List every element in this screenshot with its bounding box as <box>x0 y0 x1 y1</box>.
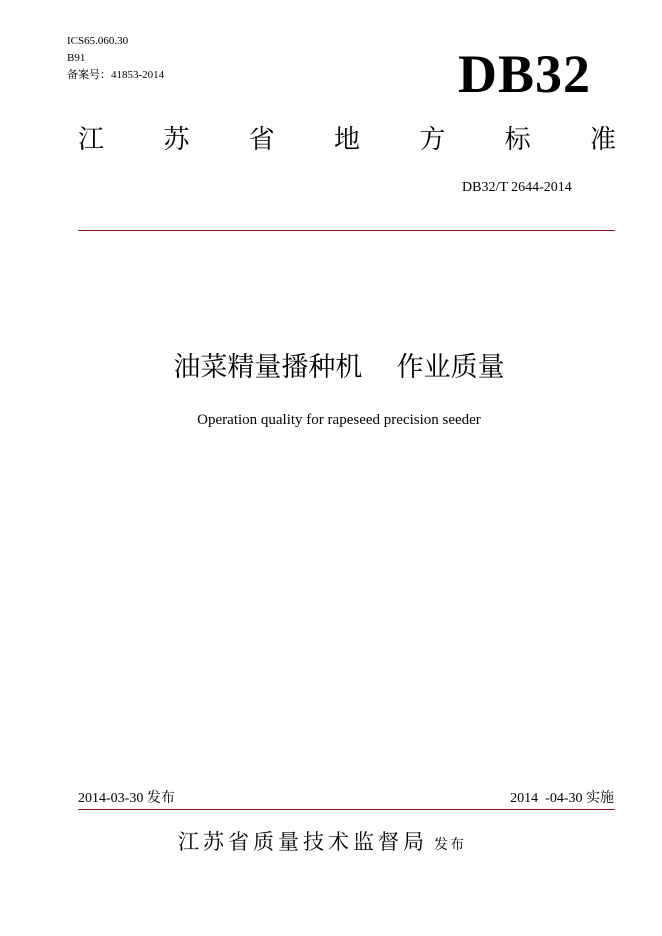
implement-label: 实施 <box>586 790 614 806</box>
issuer-suffix: 发布 <box>434 837 466 853</box>
standard-type-char: 苏 <box>163 125 190 155</box>
standard-type-char: 标 <box>504 125 531 155</box>
standard-type-char: 方 <box>419 125 446 155</box>
standard-number: DB32/T 2644-2014 <box>462 180 572 195</box>
standard-type-char: 地 <box>333 125 360 155</box>
issue-date-line <box>78 788 175 809</box>
title-chinese: 油菜精量播种机 作业质量 <box>173 352 505 383</box>
standard-type-heading <box>78 122 616 158</box>
standard-type-char: 江 <box>78 125 105 155</box>
ics-code: ICS65.060.30 <box>67 35 129 47</box>
bottom-divider <box>78 809 615 810</box>
classification-block <box>67 33 164 84</box>
issue-label: 发布 <box>146 790 175 806</box>
implement-date: 2014 -04-30 <box>510 791 583 806</box>
top-divider <box>78 230 615 231</box>
standard-type-char: 省 <box>248 125 275 155</box>
standard-type-char: 准 <box>589 125 616 155</box>
issuer-name: 江苏省质量技术监督局 <box>178 830 428 854</box>
issuer-line <box>178 826 466 861</box>
issue-date: 2014-03-30 <box>78 791 144 806</box>
record-number: 备案号：41853-2014 <box>67 69 165 81</box>
title-english: Operation quality for rapeseed precision seeder <box>197 412 481 428</box>
db-code: DB32 <box>458 44 592 104</box>
class-code: B91 <box>67 52 86 64</box>
implement-date-line <box>510 788 614 809</box>
